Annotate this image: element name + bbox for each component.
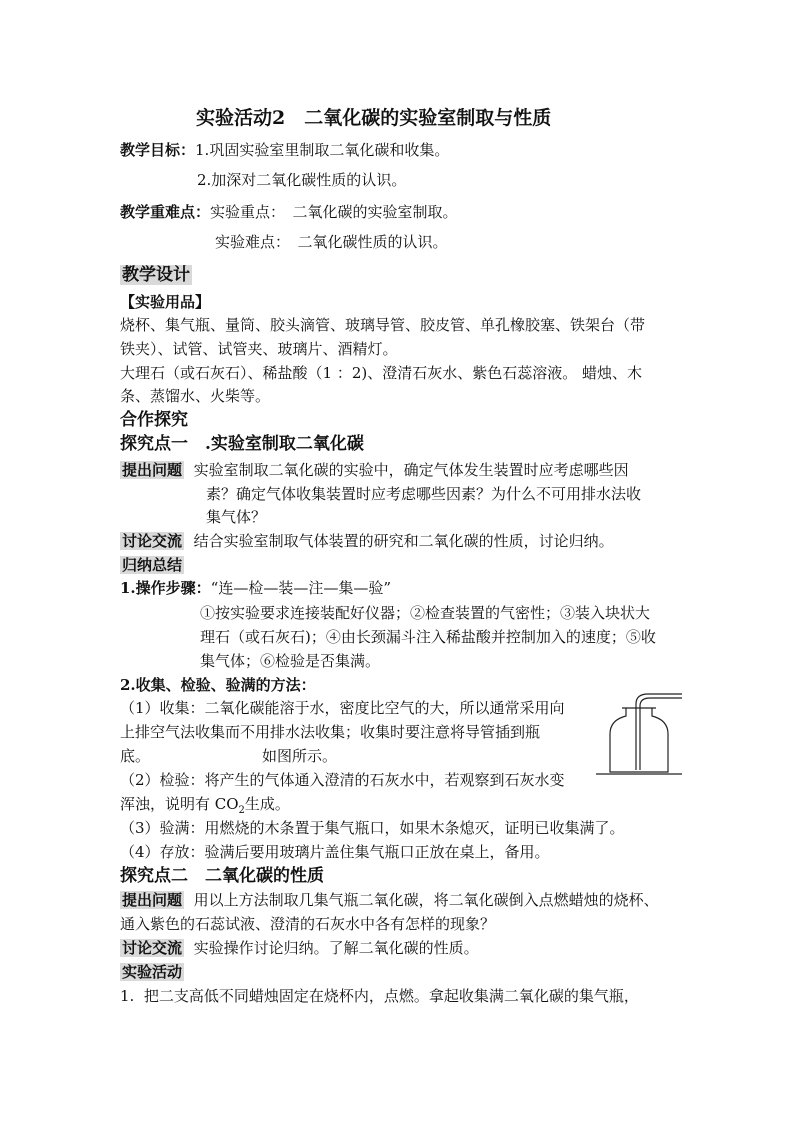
method-2-line-2: 浑浊，说明有 $CO_2$生成。 <box>120 795 290 816</box>
supplies-label: 【实验用品】 <box>120 293 211 311</box>
discussion2-line: 讨论交流 实验操作讨论归纳。了解二氧化碳的性质。 <box>122 939 479 957</box>
method-1-line-1: （1）收集：二氧化碳能溶于水，密度比空气的大，所以通常采用向 <box>120 699 565 717</box>
discussion-line: 讨论交流 结合实验室制取气体装置的研究和二氧化碳的性质，讨论归纳。 <box>122 532 614 550</box>
keypoint-focus: 实验重点： 二氧化碳的实验室制取。 <box>210 203 458 221</box>
steps-line-3: 集气体；⑥检验是否集满。 <box>200 652 381 670</box>
goal-item-2: 2.加深对二氧化碳性质的认识。 <box>197 171 407 189</box>
coop-heading: 合作探究 <box>120 410 188 430</box>
goals-line-1 <box>120 140 449 160</box>
method-4: （4）存放：验满后要用玻璃片盖住集气瓶口正放在桌上，备用。 <box>120 843 550 861</box>
discussion-label: 讨论交流 <box>122 532 183 550</box>
method-2-line-1: （2）检验：将产生的气体通入澄清的石灰水中，若观察到石灰水变 <box>120 771 565 789</box>
question2-line-2: 通入紫色的石蕊试液、澄清的石灰水中各有怎样的现象？ <box>120 915 496 933</box>
question-line-1: 提出问题 实验室制取二氧化碳的实验中，确定气体发生装置时应考虑哪些因 <box>122 461 629 479</box>
question-line-3: 集气体？ <box>206 508 267 526</box>
reagents-line-2: 条、蒸馏水、火柴等。 <box>120 387 271 405</box>
point2-heading: 探究点二 二氧化碳的性质 <box>120 866 324 886</box>
supplies-line-2: 铁夹）、试管、试管夹、玻璃片、酒精灯。 <box>120 340 398 358</box>
keypoints-label: 教学重难点： <box>120 203 211 221</box>
discussion2-label: 讨论交流 <box>122 939 183 957</box>
activity-heading: 实验活动 <box>122 963 183 981</box>
question-line-2: 素？确定气体收集装置时应考虑哪些因素？为什么不可用排水法收 <box>206 485 642 503</box>
goal-item-1: 1.巩固实验室里制取二氧化碳和收集。 <box>195 141 450 159</box>
question-label: 提出问题 <box>122 461 183 479</box>
page-title: 实验活动2 二氧化碳的实验室制取与性质 <box>196 107 552 129</box>
gas-bottle-figure <box>596 688 682 780</box>
summary-heading: 归纳总结 <box>122 556 183 574</box>
steps-line-1: ①按实验要求连接装配好仪器；②检查装置的气密性；③装入块状大 <box>200 604 651 622</box>
design-heading: 教学设计 <box>122 265 190 285</box>
steps-line: 1.操作步骤：“连—检—装—注—集—验” <box>120 579 392 597</box>
methods-label: 2.收集、检验、验满的方法： <box>120 676 316 694</box>
keypoints-line-1 <box>120 202 458 222</box>
activity-item-1: 1. 把二支高低不同蜡烛固定在烧杯内，点燃。拿起收集满二氧化碳的集气瓶， <box>120 987 639 1005</box>
steps-label: 1.操作步骤： <box>120 579 211 597</box>
method-1-line-3: 底。 如图所示。 <box>120 747 338 765</box>
goals-label: 教学目标： <box>120 141 196 159</box>
method-3: （3）验满：用燃烧的木条置于集气瓶口，如果木条熄灭，证明已收集满了。 <box>120 819 625 837</box>
steps-line-2: 理石（或石灰石)；④由长颈漏斗注入稀盐酸并控制加入的速度；⑤收 <box>200 628 656 646</box>
question2-line-1: 提出问题 用以上方法制取几集气瓶二氧化碳，将二氧化碳倒入点燃蜡烛的烧杯、 <box>122 891 659 909</box>
reagents-line-1: 大理石（或石灰石）、稀盐酸（1 ：2)、澄清石灰水、紫色石蕊溶液。 蜡烛、木 <box>120 364 642 382</box>
supplies-line-1: 烧杯、集气瓶、量筒、胶头滴管、玻璃导管、胶皮管、单孔橡胶塞、铁架台（带 <box>120 316 646 334</box>
method-1-line-2: 上排空气法收集而不用排水法收集；收集时要注意将导管插到瓶 <box>120 723 541 741</box>
keypoint-difficulty: 实验难点： 二氧化碳性质的认识。 <box>215 233 448 251</box>
question2-label: 提出问题 <box>122 891 183 909</box>
point1-heading: 探究点一 .实验室制取二氧化碳 <box>120 434 364 454</box>
